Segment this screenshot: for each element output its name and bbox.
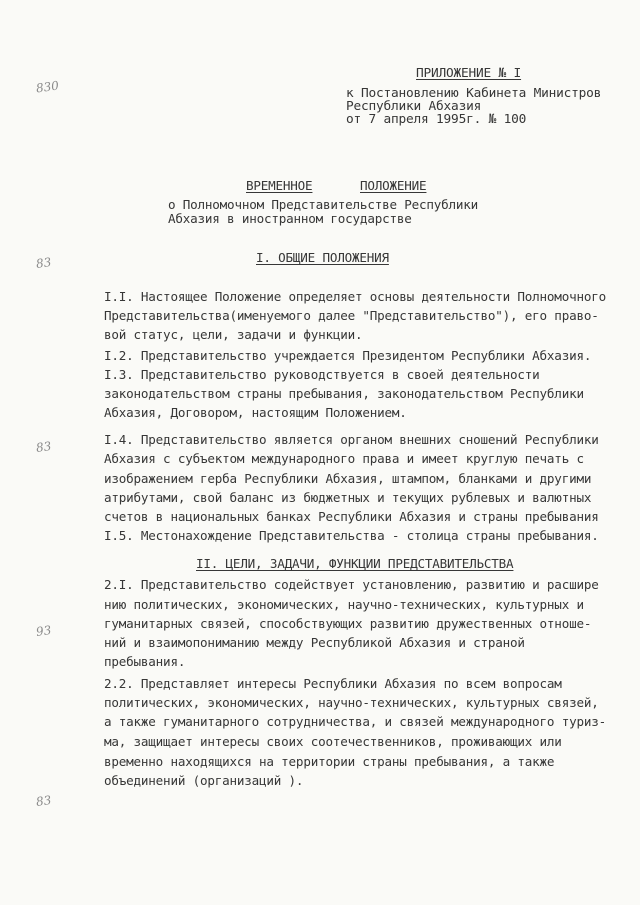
section-1-heading: I. ОБЩИЕ ПОЛОЖЕНИЯ bbox=[256, 250, 389, 265]
section-2-line: объединений (организаций ). bbox=[104, 773, 304, 788]
title-word-1: ВРЕМЕННОЕ bbox=[246, 178, 313, 193]
appendix-title: ПРИЛОЖЕНИЕ № I bbox=[416, 66, 522, 81]
section-1-line: Представительства(именуемого далее "Представительство"), его право- bbox=[104, 308, 599, 323]
section-2-line: временно находящихся на территории страны пребывания, а также bbox=[104, 754, 555, 769]
section-2-line: ма, защищает интересы своих соотечественников, проживающих или bbox=[104, 734, 562, 749]
section-1-line: изображением герба Республики Абхазия, штампом, бланками и другими bbox=[104, 471, 592, 486]
section-1-line: Абхазия, Договором, настоящим Положением. bbox=[104, 405, 407, 420]
section-1-line: вой статус, цели, задачи и функции. bbox=[104, 327, 363, 342]
section-2-line: а также гуманитарного сотрудничества, и связей международного туриз- bbox=[104, 714, 606, 729]
section-2-line: пребывания. bbox=[104, 654, 186, 669]
section-1-line: счетов в национальных банках Республики Абхазия и страны пребывания bbox=[104, 509, 599, 524]
header-line-3: от 7 апреля 1995г. № 100 bbox=[346, 112, 527, 127]
section-1-line: I.4. Представительство является органом внешних сношений Республики bbox=[104, 432, 599, 447]
section-2-line: 2.I. Представительство содействует установлению, развитию и расшире bbox=[104, 577, 599, 592]
section-1-line: I.2. Представительство учреждается Президентом Республики Абхазия. bbox=[104, 348, 592, 363]
section-1-line: I.5. Местонахождение Представительства - столица страны пребывания. bbox=[104, 528, 599, 543]
header-line-2: Республики Абхазия bbox=[346, 99, 482, 114]
section-1-line: законодательством страны пребывания, законодательством Республики bbox=[104, 386, 584, 401]
margin-number: 83 bbox=[35, 439, 53, 455]
section-1-line: I.3. Представительство руководствуется в своей деятельности bbox=[104, 367, 540, 382]
margin-number: 83 bbox=[35, 255, 53, 271]
section-2-line: политических, экономических, научно-технических, культурных связей, bbox=[104, 695, 599, 710]
section-1-line: Абхазия с субъектом международного права и имеет круглую печать с bbox=[104, 451, 584, 466]
header-line-1: к Постановлению Кабинета Министров bbox=[346, 86, 602, 101]
section-2-line: гуманитарных связей, способствующих развитию дружественных отноше- bbox=[104, 616, 592, 631]
title-subtitle-2: Абхазия в иностранном государстве bbox=[168, 211, 412, 226]
section-1-line: атрибутами, свой баланс из бюджетных и текущих рублевых и валютных bbox=[104, 490, 592, 505]
margin-number: 93 bbox=[35, 623, 53, 639]
section-2-heading: II. ЦЕЛИ, ЗАДАЧИ, ФУНКЦИИ ПРЕДСТАВИТЕЛЬСТВА bbox=[196, 556, 514, 571]
section-1-line: I.I. Настоящее Положение определяет основы деятельности Полномочного bbox=[104, 289, 606, 304]
margin-number: 83 bbox=[35, 793, 53, 809]
title-subtitle-1: о Полномочном Представительстве Республики bbox=[168, 197, 479, 212]
section-2-line: нию политических, экономических, научно-технических, культурных и bbox=[104, 597, 584, 612]
section-2-line: ний и взаимопониманию между Республикой Абхазия и страной bbox=[104, 635, 525, 650]
section-2-line: 2.2. Представляет интересы Республики Абхазия по всем вопросам bbox=[104, 676, 562, 691]
title-word-2: ПОЛОЖЕНИЕ bbox=[360, 178, 427, 193]
margin-number: 830 bbox=[35, 78, 60, 96]
